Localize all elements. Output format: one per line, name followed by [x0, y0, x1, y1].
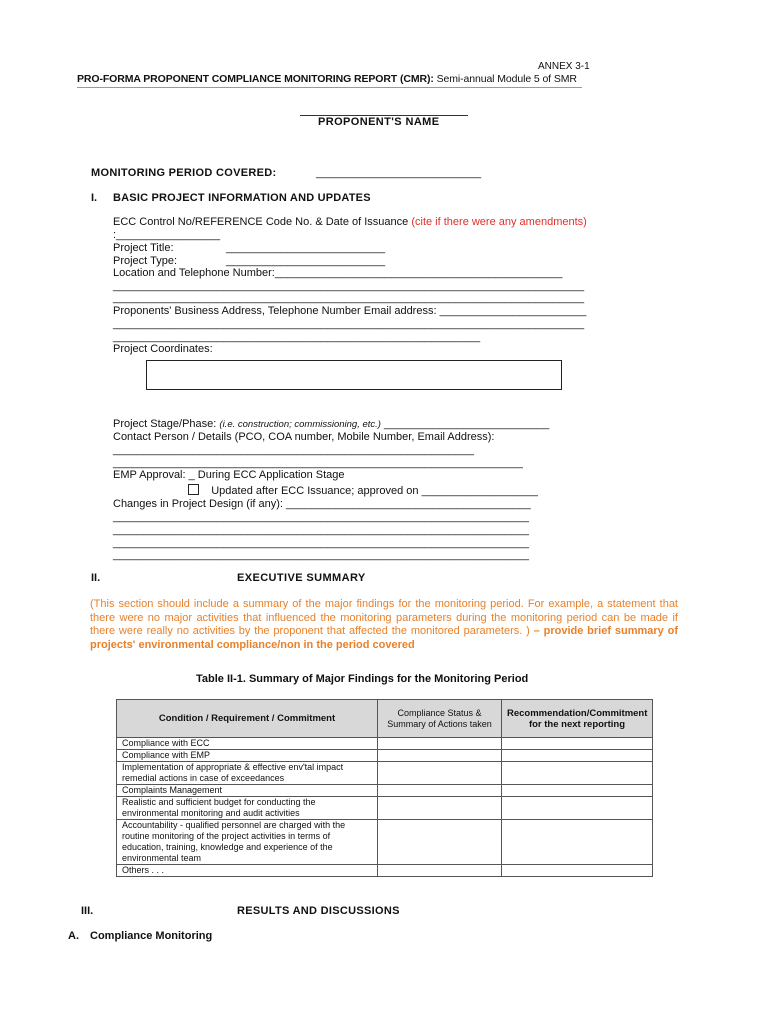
header-rule — [77, 87, 582, 88]
project-type-label: Project Type: — [113, 255, 177, 267]
emp-updated-checkbox[interactable] — [188, 484, 199, 495]
section-1-title: BASIC PROJECT INFORMATION AND UPDATES — [113, 192, 371, 204]
monitoring-period-blank: ___________________________ — [316, 167, 482, 179]
changes-line-2: ____________________________________________________________________ — [113, 511, 530, 523]
project-type-blank: __________________________ — [226, 255, 386, 267]
section-2-number: II. — [91, 572, 101, 584]
project-coordinates-label: Project Coordinates: — [113, 343, 213, 355]
table-row — [117, 750, 653, 762]
project-stage-blank: ___________________________ — [380, 418, 550, 430]
changes-line-4: ____________________________________________________________________ — [113, 537, 530, 549]
annex-label: ANNEX 3-1 — [538, 61, 590, 72]
table-cell-condition: Compliance with EMP — [117, 750, 378, 762]
location-line-2: _____________________________________________________________________________ — [113, 280, 585, 292]
report-header-bold: PRO-FORMA PROPONENT COMPLIANCE MONITORING REPORT (CMR): — [77, 73, 434, 85]
table-cell-compliance[interactable] — [378, 785, 502, 797]
table-cell-compliance[interactable] — [378, 820, 502, 865]
table-cell-compliance[interactable] — [378, 750, 502, 762]
section-3-title: RESULTS AND DISCUSSIONS — [237, 905, 400, 917]
table-caption: Table II-1. Summary of Major Findings for the Monitoring Period — [196, 673, 529, 685]
table-cell-condition: Realistic and sufficient budget for conducting the environmental monitoring and audit activities — [117, 797, 378, 820]
table-cell-recommendation[interactable] — [502, 820, 653, 865]
findings-table — [116, 699, 653, 877]
section-a-title: Compliance Monitoring — [90, 930, 213, 942]
table-row — [117, 738, 653, 750]
table-header-compliance: Compliance Status & Summary of Actions taken — [378, 700, 502, 738]
executive-summary-bold: – provide brief summary of projects' environmental compliance/non in the period covered — [90, 625, 678, 651]
executive-summary-paragraph — [90, 598, 678, 652]
table-cell-condition: Implementation of appropriate & effective env'tal impact remedial actions in case of exceedances — [117, 762, 378, 785]
project-title-label: Project Title: — [113, 242, 174, 254]
table-row — [117, 797, 653, 820]
report-header-normal: Semi-annual Module 5 of SMR — [433, 73, 577, 85]
section-1-number: I. — [91, 192, 98, 204]
changes-line-5: ____________________________________________________________________ — [113, 549, 530, 561]
table-cell-recommendation[interactable] — [502, 797, 653, 820]
table-cell-condition: Complaints Management — [117, 785, 378, 797]
emp-approval-label: EMP Approval: _ During ECC Application Stage — [113, 469, 345, 481]
table-cell-compliance[interactable] — [378, 865, 502, 877]
contact-line-3: ___________________________________________________________________ — [113, 457, 523, 469]
contact-line-2: ___________________________________________________________ — [113, 444, 474, 456]
ecc-line — [113, 216, 587, 228]
table-row — [117, 865, 653, 877]
project-title-blank: __________________________ — [226, 242, 386, 254]
project-stage-line — [113, 418, 549, 430]
business-address-line-2: _____________________________________________________________________________ — [113, 318, 585, 330]
table-cell-recommendation[interactable] — [502, 762, 653, 785]
location-line-3: _____________________________________________________________________________ — [113, 292, 585, 304]
table-row — [117, 762, 653, 785]
table-cell-condition: Accountability - qualified personnel are charged with the routine monitoring of the project activities in terms of education, training, knowledge and experience of the environmental team — [117, 820, 378, 865]
table-cell-condition: Compliance with ECC — [117, 738, 378, 750]
table-header-recommendation: Recommendation/Commitment for the next reporting — [502, 700, 653, 738]
emp-updated-label: Updated after ECC Issuance; approved on ___________________ — [211, 485, 538, 497]
table-cell-recommendation[interactable] — [502, 738, 653, 750]
table-cell-recommendation[interactable] — [502, 865, 653, 877]
table-cell-recommendation[interactable] — [502, 785, 653, 797]
table-row — [117, 785, 653, 797]
location-label: Location and Telephone Number:_______________________________________________ — [113, 267, 563, 279]
table-cell-compliance[interactable] — [378, 797, 502, 820]
changes-line-3: ____________________________________________________________________ — [113, 524, 530, 536]
section-2-title: EXECUTIVE SUMMARY — [237, 572, 366, 584]
report-header — [77, 73, 577, 85]
table-cell-compliance[interactable] — [378, 762, 502, 785]
changes-label: Changes in Project Design (if any): ________________________________________ — [113, 498, 531, 510]
emp-updated-row — [188, 484, 538, 497]
ecc-label: ECC Control No/REFERENCE Code No. & Date of Issuance — [113, 216, 412, 228]
section-a-number: A. — [68, 930, 79, 942]
table-cell-recommendation[interactable] — [502, 750, 653, 762]
ecc-blank: :_________________ — [113, 229, 221, 241]
table-row — [117, 820, 653, 865]
table-cell-condition: Others . . . — [117, 865, 378, 877]
table-header-row — [117, 700, 653, 738]
section-3-number: III. — [81, 905, 94, 917]
business-address-line-3: ____________________________________________________________ — [113, 331, 481, 343]
business-address-label: Proponents' Business Address, Telephone Number Email address: ________________________ — [113, 305, 587, 317]
executive-summary-text: (This section should include a summary of the major findings for the monitoring period. For example, a statement that there were no major activities that influenced the monitoring parameters during the monitoring period can be made if there were really no activities by the proponent that affected the monitored parameters. ) — [90, 598, 678, 638]
monitoring-period-label: MONITORING PERIOD COVERED: — [91, 167, 277, 179]
proponent-name-label: PROPONENT'S NAME — [318, 116, 440, 128]
project-coordinates-box[interactable] — [146, 360, 562, 390]
contact-label: Contact Person / Details (PCO, COA number, Mobile Number, Email Address): — [113, 431, 495, 443]
project-stage-example: (i.e. construction; commissioning, etc.) — [219, 419, 381, 430]
ecc-note: (cite if there were any amendments) — [411, 216, 587, 228]
table-header-condition: Condition / Requirement / Commitment — [117, 700, 378, 738]
table-cell-compliance[interactable] — [378, 738, 502, 750]
project-stage-label: Project Stage/Phase: — [113, 418, 220, 430]
